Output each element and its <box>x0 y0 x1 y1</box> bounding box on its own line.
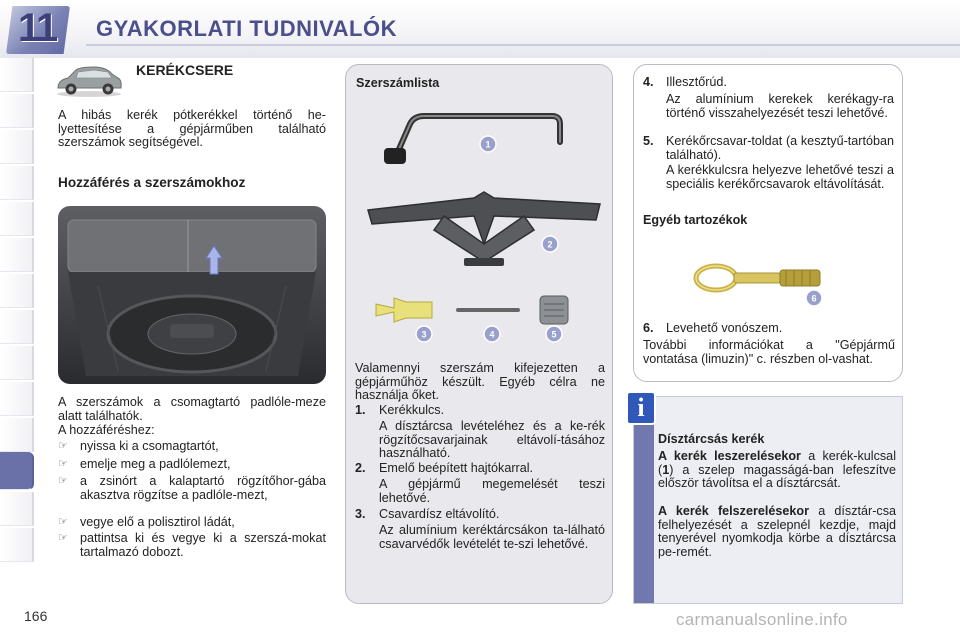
info-title: Dísztárcsás kerék <box>658 432 765 446</box>
item-1-name: Kerékkulcs. <box>379 403 445 417</box>
info-strip <box>634 397 654 603</box>
item-3-name: Csavardísz eltávolító. <box>379 507 500 521</box>
page-title: GYAKORLATI TUDNIVALÓK <box>96 16 397 41</box>
bullet-icon: ☞ <box>58 458 68 470</box>
header-divider <box>86 44 960 46</box>
item-2-num: 2. <box>355 461 366 475</box>
svg-text:3: 3 <box>421 329 427 340</box>
bullet-icon: ☞ <box>58 475 68 487</box>
item-2-desc: A gépjármű megemelését teszi lehetővé. <box>379 477 605 505</box>
chapter-tab[interactable] <box>0 238 34 272</box>
step-item: ☞ vegye elő a polisztirol ládát, <box>58 515 235 529</box>
step-item: ☞ emelje meg a padlólemezt, <box>58 457 231 471</box>
info-paragraph-1: A kerék leszerelésekor a kerék-kulcsal (1) a szelep magasságá-ban lefeszítve először távolítsa el a dísztárcsát. <box>658 449 896 491</box>
item-6-num: 6. <box>643 321 654 335</box>
bullet-icon: ☞ <box>58 532 68 544</box>
item-2-name: Emelő beépített hajtókarral. <box>379 461 534 475</box>
chapter-number: 11 <box>18 6 57 50</box>
svg-text:2: 2 <box>547 239 553 250</box>
chapter-tab[interactable] <box>0 418 34 452</box>
section-title: KERÉKCSERE <box>136 62 234 78</box>
chapter-tab[interactable] <box>0 130 34 164</box>
tool-list-title: Szerszámlista <box>356 76 440 90</box>
chapter-tab[interactable] <box>0 166 34 200</box>
access-subheading: Hozzáférés a szerszámokhoz <box>58 175 246 190</box>
car-icon <box>54 64 124 98</box>
chapter-tab-active[interactable] <box>0 452 34 490</box>
step-item: ☞ nyissa ki a csomagtartót, <box>58 439 219 453</box>
svg-text:1: 1 <box>485 139 491 150</box>
chapter-tab-strip <box>0 58 36 578</box>
item-5-num: 5. <box>643 134 654 148</box>
trunk-photo <box>58 206 326 384</box>
item-5-name: Kerékőrcsavar-toldat (a kesztyű-tartóban található). <box>666 134 894 162</box>
tool-list-intro: Valamennyi szerszám kifejezetten a gépjárműhöz készült. Egyéb célra ne használja őket. <box>355 361 605 403</box>
more-info-text: További információkat a "Gépjármű vontatása (limuzin)" c. részben ol-vashat. <box>643 338 895 366</box>
svg-text:6: 6 <box>811 293 817 304</box>
jack-image <box>364 186 604 274</box>
bullet-icon: ☞ <box>58 440 68 452</box>
access-intro: A hozzáféréshez: <box>58 423 155 437</box>
item-6-name: Levehető vonószem. <box>666 321 783 335</box>
svg-text:5: 5 <box>551 329 557 340</box>
item-5-desc: A kerékkulcsra helyezve lehetővé teszi a speciális kerékőrcsavarok eltávolítását. <box>666 163 894 191</box>
chapter-tab[interactable] <box>0 202 34 236</box>
chapter-tab[interactable] <box>0 492 34 526</box>
step-item: ☞ pattintsa ki és vegye ki a szerszá-mokat tartalmazó dobozt. <box>58 531 326 559</box>
info-paragraph-2: A kerék felszerelésekor a dísztár-csa felhelyezését a szelepnél kezdje, majd tenyerével nyomkodja körbe a dísztárcsa pe-remét. <box>658 504 897 559</box>
tools-location: A szerszámok a csomagtartó padlóle-meze alatt találhatók. <box>58 395 326 423</box>
towing-eye-image <box>690 258 840 310</box>
item-1-desc: A dísztárcsa levételéhez és a ke-rék rögzítőcsavarjainak eltávolí-tásához használható. <box>379 419 605 461</box>
chapter-tab[interactable] <box>0 528 34 562</box>
small-tools-image <box>372 290 588 350</box>
chapter-tab[interactable] <box>0 274 34 308</box>
info-box <box>633 393 903 604</box>
watermark: carmanualsonline.info <box>676 610 848 629</box>
chapter-tab[interactable] <box>0 382 34 416</box>
chapter-tab[interactable] <box>0 310 34 344</box>
item-4-name: Illesztőrúd. <box>666 75 727 89</box>
wheel-brace-image <box>376 110 572 170</box>
item-3-num: 3. <box>355 507 366 521</box>
bullet-icon: ☞ <box>58 516 68 528</box>
svg-text:4: 4 <box>489 329 495 340</box>
intro-text: A hibás kerék pótkerékkel történő he-lyettesítése a gépjárműben található szerszámok segítségével. <box>58 108 326 150</box>
item-1-num: 1. <box>355 403 366 417</box>
item-4-num: 4. <box>643 75 654 89</box>
chapter-tab[interactable] <box>0 346 34 380</box>
item-3-desc: Az alumínium keréktárcsákon ta-lálható csavarvédők levételét te-szi lehetővé. <box>379 523 605 551</box>
other-accessories-title: Egyéb tartozékok <box>643 213 748 227</box>
chapter-tab[interactable] <box>0 94 34 128</box>
step-item: ☞ a zsinórt a kalaptartó rögzítőhor-gába akasztva rögzítse a padlóle-mezt, <box>58 474 326 502</box>
item-4-desc: Az alumínium kerekek kerékagy-ra történő visszahelyezését teszi lehetővé. <box>666 92 894 120</box>
info-icon: i <box>626 391 656 425</box>
chapter-tab[interactable] <box>0 58 34 92</box>
page-number: 166 <box>24 608 48 624</box>
